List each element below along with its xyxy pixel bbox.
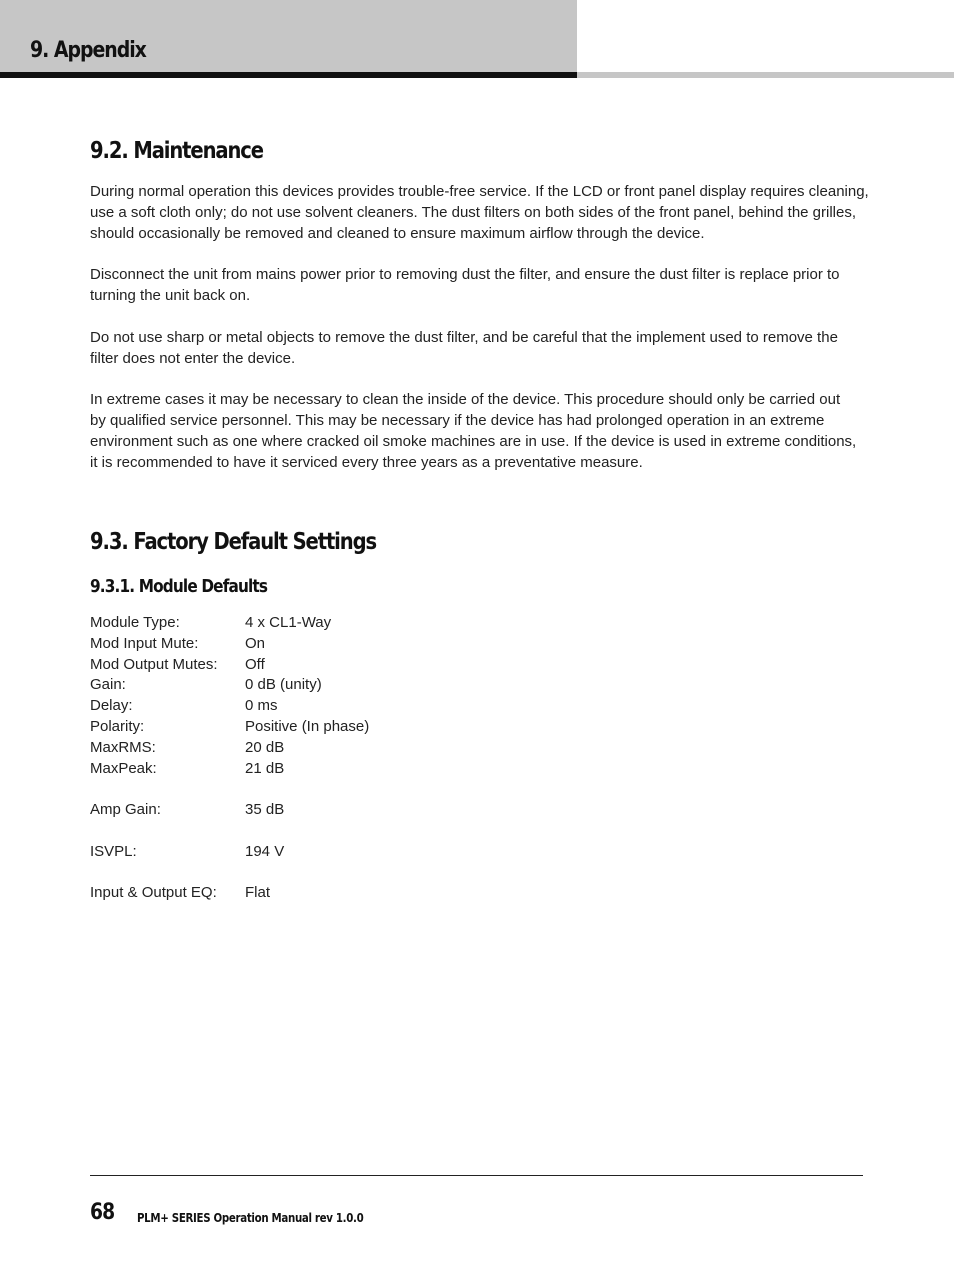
maintenance-paragraph-4: In extreme cases it may be necessary to clean the inside of the device. This procedure should only be carried out by qualified service personnel. This may be necessary if the device has had prolonged operation in an extreme environment such as one where cracked oil smoke machines are in use. If the device is used in extreme conditions, it is recommended to have it serviced every three years as a preventative measure. [90, 391, 857, 471]
default-row-polarity: Polarity: Positive (In phase) [90, 717, 370, 735]
default-row-amp-gain: Amp Gain: 35 dB [90, 801, 285, 819]
default-row-delay: Delay: 0 ms [90, 697, 278, 715]
factory-defaults-heading: 9.3. Factory Default Settings [90, 529, 377, 555]
spacer [90, 820, 369, 841]
footer-rule [90, 1175, 863, 1176]
default-row-mod-input-mute: Mod Input Mute: On [90, 634, 266, 652]
default-row-isvpl: ISVPL: 194 V [90, 842, 285, 860]
default-row-module-type: Module Type: 4 x CL1-Way [90, 614, 332, 631]
header-rule-dark [0, 72, 577, 78]
default-row-maxrms: MaxRMS: 20 dB [90, 738, 285, 756]
default-row-mod-output-mutes: Mod Output Mutes: Off [90, 655, 265, 673]
spacer [90, 862, 369, 883]
header-rule-light [577, 72, 954, 78]
chapter-title: 9. Appendix [30, 38, 146, 63]
spacer [90, 778, 369, 799]
maintenance-paragraph-1: During normal operation this devices provides trouble-free service. If the LCD or front panel display requires cleaning, use a soft cloth only; do not use solvent cleaners. The dust filters on both sides of the front panel, behind the grilles, should occasionally be removed and cleaned to ensure maximum airflow through the device. [90, 183, 869, 242]
maintenance-paragraph-2: Disconnect the unit from mains power prior to removing dust the filter, and ensure the dust filter is replace prior to turning the unit back on. [90, 266, 840, 304]
module-defaults-subheading: 9.3.1. Module Defaults [90, 576, 268, 597]
default-row-gain: Gain: 0 dB (unity) [90, 676, 322, 694]
default-row-input-output-eq: Input & Output EQ: Flat [90, 884, 271, 902]
manual-title: PLM+ SERIES Operation Manual rev 1.0.0 [137, 1210, 364, 1225]
default-row-maxpeak: MaxPeak: 21 dB [90, 759, 285, 777]
module-defaults-list [90, 612, 369, 903]
maintenance-heading: 9.2. Maintenance [90, 138, 263, 164]
page-number: 68 [90, 1200, 115, 1225]
maintenance-paragraph-3: Do not use sharp or metal objects to remove the dust filter, and be careful that the implement used to remove the filter does not enter the device. [90, 329, 838, 367]
